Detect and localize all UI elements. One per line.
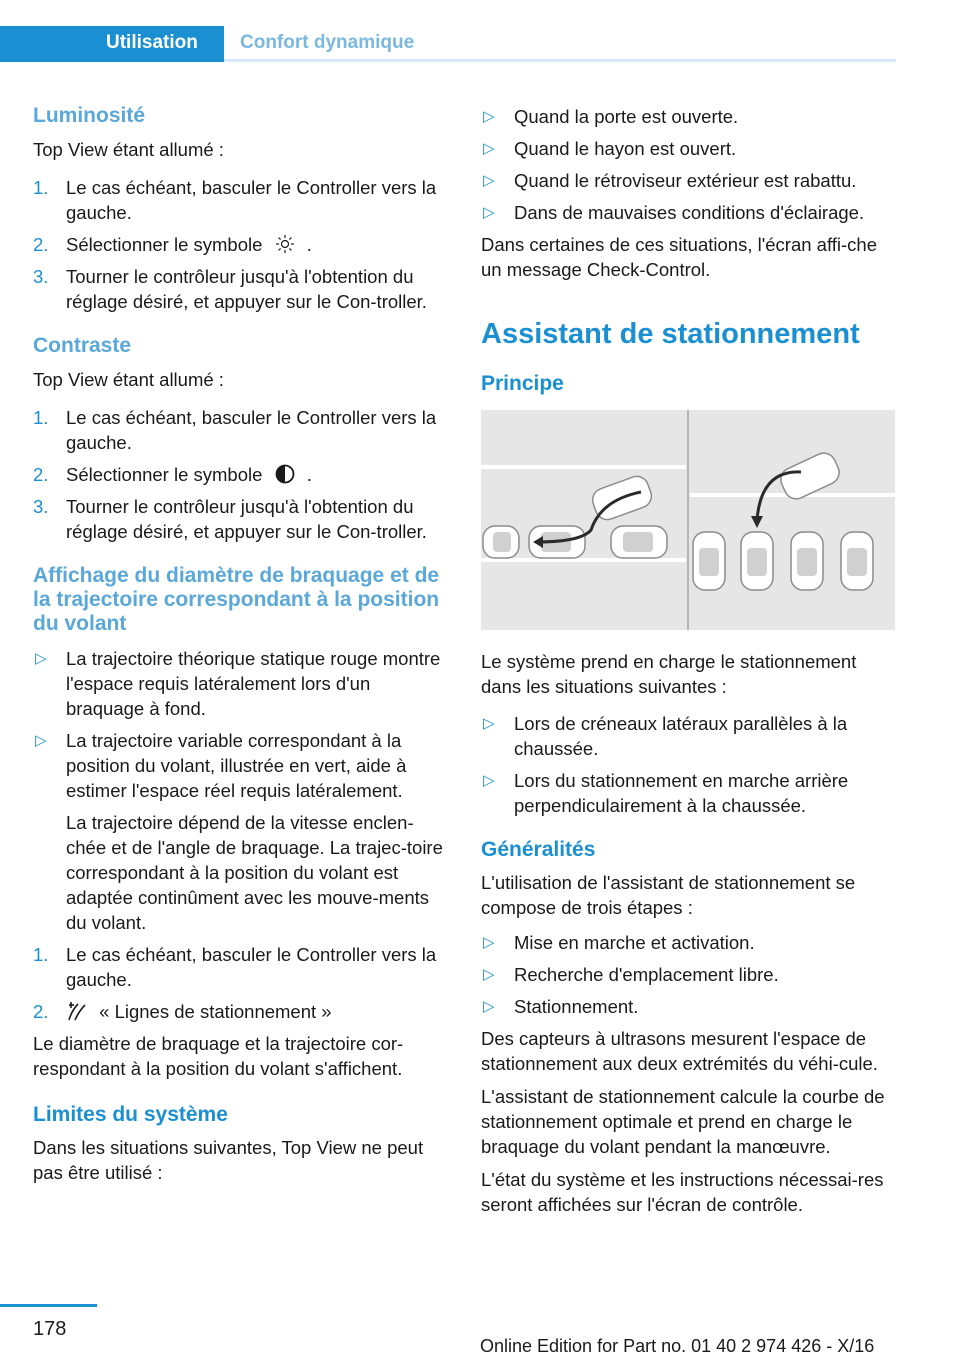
list-item [481, 168, 893, 193]
bullet-text: La trajectoire théorique statique rouge montre l'espace requis latéralement lors d'un braquage à fond. [66, 648, 441, 719]
parking-illustration [481, 410, 895, 630]
limit-bullets [481, 104, 893, 225]
contrast-icon [274, 463, 296, 485]
turning-outro: Le diamètre de braquage et la trajectoire cor-respondant à la position du volant s'affichent. [33, 1033, 404, 1079]
tab-utilisation: Utilisation [0, 26, 224, 62]
bullet-text: La trajectoire variable correspondant à la position du volant, illustrée en vert, aide à estimer l'espace réel requis latéralement. [66, 730, 407, 801]
list-item [33, 232, 445, 257]
step-number: 2. [33, 1001, 49, 1022]
principle-text: Le système prend en charge le stationnement dans les situations suivantes : [481, 651, 857, 697]
list-item [481, 930, 893, 955]
triangle-bullet-icon: ▷ [483, 140, 495, 157]
page-number: 178 [33, 1318, 67, 1340]
list-item [481, 136, 893, 161]
general-paragraph: L'assistant de stationnement calcule la courbe de stationnement optimale et prend en charge le braquage du volant pendant la manœuvre. [481, 1086, 885, 1157]
brightness-heading: Luminosité [33, 104, 146, 127]
triangle-bullet-icon: ▷ [483, 108, 495, 125]
list-item [33, 999, 445, 1024]
triangle-bullet-icon: ▷ [483, 966, 495, 983]
step-number: 1. [33, 177, 49, 198]
sun-icon [274, 233, 296, 255]
right-column [481, 104, 893, 1217]
list-item [481, 200, 893, 225]
step-number: 2. [33, 234, 49, 255]
tab-confort-dynamique: Confort dynamique [240, 32, 415, 53]
contrast-intro: Top View étant allumé : [33, 369, 224, 390]
bullet-text: Stationnement. [514, 996, 639, 1017]
bullet-text: Dans de mauvaises conditions d'éclairage. [514, 202, 865, 223]
header-divider [224, 59, 896, 62]
bullet-text: Lors de créneaux latéraux parallèles à la chaussée. [514, 713, 848, 759]
bullet-text: Quand le hayon est ouvert. [514, 138, 737, 159]
bullet-text: Recherche d'emplacement libre. [514, 964, 779, 985]
step-number: 2. [33, 464, 49, 485]
triangle-bullet-icon: ▷ [35, 650, 47, 667]
footer-rule [0, 1304, 97, 1307]
step-number: 3. [33, 266, 49, 287]
list-item [33, 494, 445, 544]
list-item [481, 104, 893, 129]
step-text-end: . [306, 234, 312, 255]
triangle-bullet-icon: ▷ [483, 172, 495, 189]
step-text: Le cas échéant, basculer le Controller vers la gauche. [66, 944, 437, 990]
list-item [33, 646, 445, 721]
limit-note: Dans certaines de ces situations, l'écran affi-che un message Check-Control. [481, 234, 878, 280]
limits-text: Dans les situations suivantes, Top View ne peut pas être utilisé : [33, 1137, 424, 1183]
bullet-text: Lors du stationnement en marche arrière perpendiculairement à la chaussée. [514, 770, 849, 816]
step-text: « Lignes de stationnement » [99, 1001, 332, 1022]
step-number: 1. [33, 944, 49, 965]
bullet-extra-text: La trajectoire dépend de la vitesse enclen-chée et de l'angle de braquage. La trajec-toire correspondant à la position du volant est adaptée continûment avec les mouve-ments du volant. [66, 812, 443, 933]
bullet-text: Mise en marche et activation. [514, 932, 755, 953]
step-text-end: . [306, 464, 312, 485]
step-text: Tourner le contrôleur jusqu'à l'obtention du réglage désiré, et appuyer sur le Con-troller. [66, 496, 427, 542]
bullet-text: Quand la porte est ouverte. [514, 106, 739, 127]
brightness-intro: Top View étant allumé : [33, 139, 224, 160]
list-item [33, 264, 445, 314]
edition-text: Online Edition for Part no. 01 40 2 974 426 - X/16 [480, 1336, 875, 1356]
list-item [33, 942, 445, 992]
triangle-bullet-icon: ▷ [483, 934, 495, 951]
general-text: L'utilisation de l'assistant de stationnement se compose de trois étapes : [481, 872, 856, 918]
limits-heading: Limites du système [33, 1103, 228, 1126]
step-number: 1. [33, 407, 49, 428]
list-item [481, 768, 893, 818]
principle-heading: Principe [481, 372, 564, 395]
list-item [481, 994, 893, 1019]
step-text: Sélectionner le symbole [66, 464, 263, 485]
general-heading: Généralités [481, 838, 596, 861]
list-item [33, 462, 445, 487]
contrast-steps [33, 405, 445, 544]
list-item [481, 711, 893, 761]
general-paragraph: L'état du système et les instructions nécessai-res seront affichées sur l'écran de contrôle. [481, 1169, 884, 1215]
brightness-steps [33, 175, 445, 314]
turning-steps [33, 942, 445, 1024]
triangle-bullet-icon: ▷ [483, 715, 495, 732]
triangle-bullet-icon: ▷ [483, 204, 495, 221]
turning-heading: Affichage du diamètre de braquage et de la trajectoire correspondant à la position du volant [33, 564, 440, 635]
turning-bullets [33, 646, 445, 935]
section-title: Assistant de stationnement [481, 318, 860, 350]
left-column [33, 104, 445, 1185]
step-text: Tourner le contrôleur jusqu'à l'obtention du réglage désiré, et appuyer sur le Con-troller. [66, 266, 427, 312]
page-header [0, 0, 960, 62]
step-text: Sélectionner le symbole [66, 234, 263, 255]
step-text: Le cas échéant, basculer le Controller vers la gauche. [66, 177, 437, 223]
principle-bullets [481, 711, 893, 818]
triangle-bullet-icon: ▷ [35, 732, 47, 749]
list-item [33, 405, 445, 455]
list-item [33, 728, 445, 935]
step-text: Le cas échéant, basculer le Controller vers la gauche. [66, 407, 437, 453]
contrast-heading: Contraste [33, 334, 132, 357]
parking-lines-icon [66, 1000, 88, 1022]
general-paragraph: Des capteurs à ultrasons mesurent l'espace de stationnement aux deux extrémités du véhi-cule. [481, 1028, 878, 1074]
list-item [481, 962, 893, 987]
step-number: 3. [33, 496, 49, 517]
triangle-bullet-icon: ▷ [483, 998, 495, 1015]
general-bullets [481, 930, 893, 1019]
bullet-text: Quand le rétroviseur extérieur est rabattu. [514, 170, 857, 191]
triangle-bullet-icon: ▷ [483, 772, 495, 789]
list-item [33, 175, 445, 225]
